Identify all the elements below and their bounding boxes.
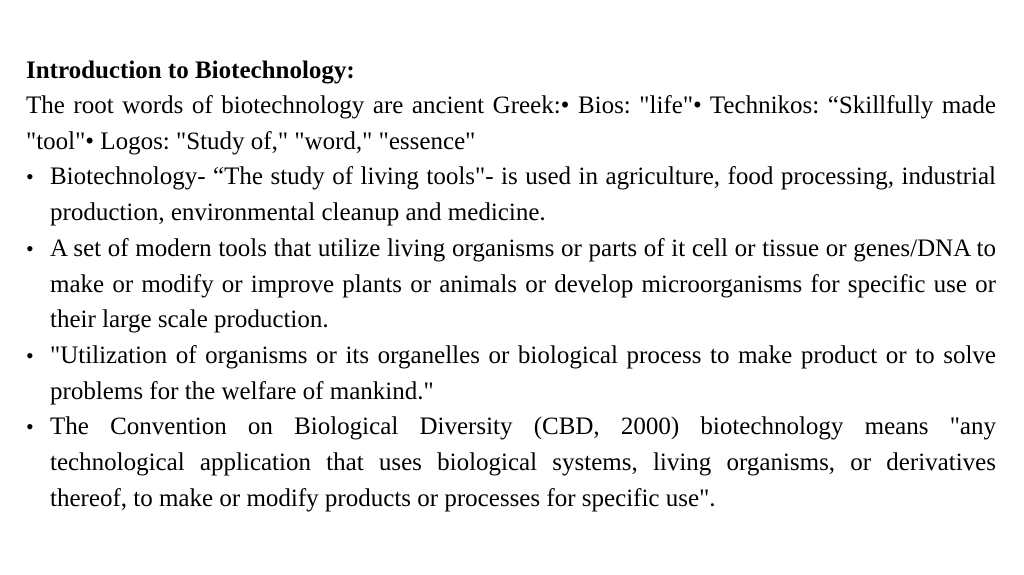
bullet-dot-icon: • <box>26 342 34 368</box>
bullet-dot-icon: • <box>26 164 34 190</box>
bullet-item <box>26 231 996 338</box>
bullet-item <box>26 409 996 516</box>
bullet-list <box>26 159 996 516</box>
slide-title: Introduction to Biotechnology: <box>26 57 355 84</box>
bullet-text: Biotechnology- “The study of living tools"- is used in agriculture, food processing, industrial production, environmental cleanup and medicine. <box>50 163 996 227</box>
bullet-dot-icon: • <box>26 414 34 440</box>
bullet-text: The Convention on Biological Diversity (CBD, 2000) biotechnology means "any technological application that uses biological systems, living organisms, or derivatives thereof, to make or modify products or processes for specific use". <box>50 413 996 512</box>
intro-paragraph: The root words of biotechnology are ancient Greek:• Bios: "life"• Technikos: “Skillfully made "tool"• Logos: "Study of," "word," "essence" <box>26 92 996 155</box>
bullet-text: "Utilization of organisms or its organelles or biological process to make product or to solve problems for the welfare of mankind." <box>50 341 996 405</box>
bullet-dot-icon: • <box>26 235 34 261</box>
bullet-item <box>26 159 996 230</box>
bullet-item <box>26 338 996 409</box>
bullet-text: A set of modern tools that utilize living organisms or parts of it cell or tissue or genes/DNA to make or modify or improve plants or animals or develop microorganisms for specific use or their large scale production. <box>50 234 996 334</box>
